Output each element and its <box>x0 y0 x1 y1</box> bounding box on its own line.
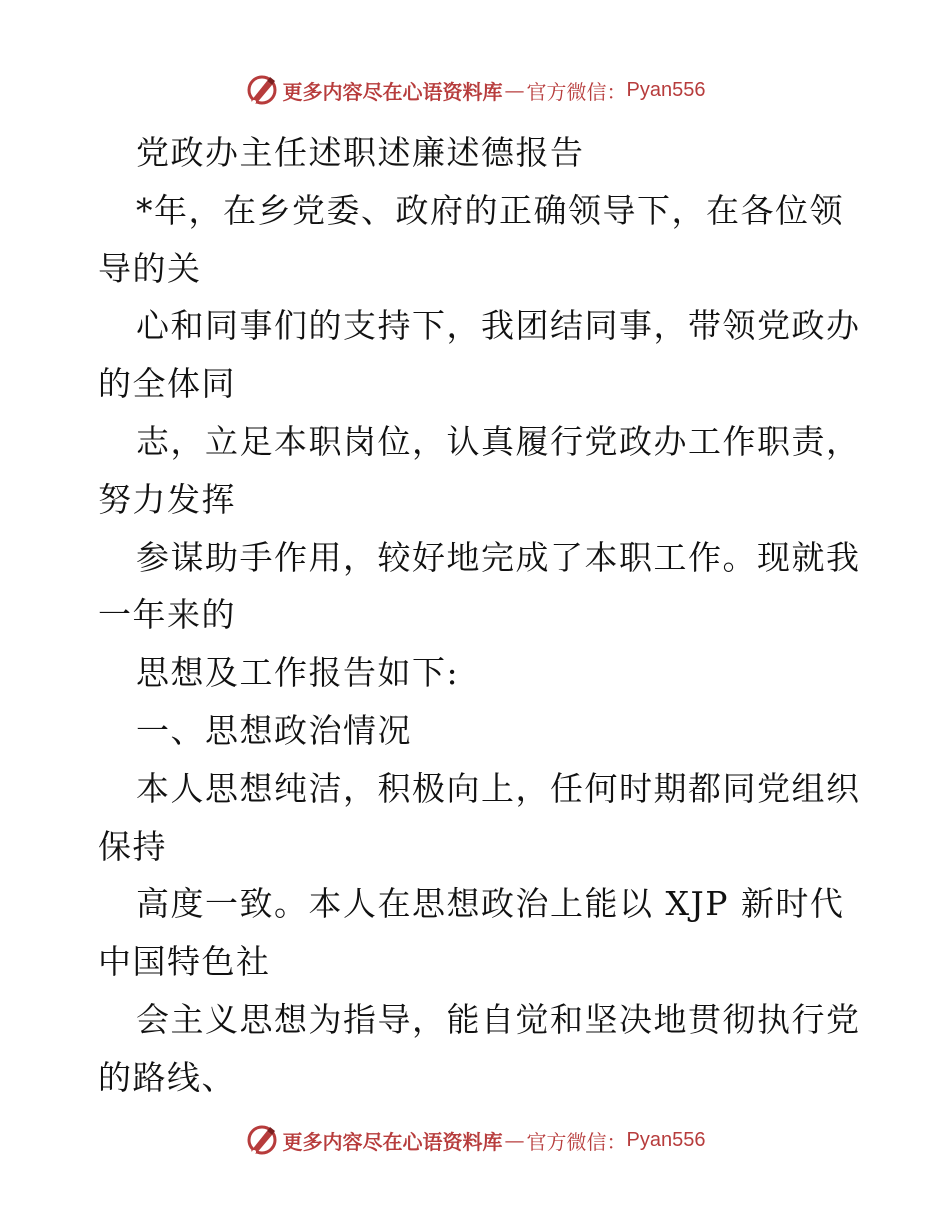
text-line: 心和同事们的支持下，我团结同事，带领党政办 <box>136 306 861 346</box>
text-line: 一、思想政治情况 <box>136 710 412 750</box>
text-line: 思想及工作报告如下: <box>136 653 460 693</box>
header-watermark <box>0 70 950 110</box>
document-title: 党政办主任述职述廉述德报告 <box>136 133 585 172</box>
text-line: 高度一致。本人在思想政治上能以 XJP 新时代 <box>136 884 845 924</box>
text-line: *年，在乡党委、政府的正确领导下，在各位领 <box>136 190 844 230</box>
footer-watermark <box>0 1120 950 1160</box>
text-line: 的路线、 <box>98 1057 236 1097</box>
watermark-text: 更多内容尽在心语资料库 <box>282 79 503 104</box>
text-line: 本人思想纯洁，积极向上，任何时期都同党组织 <box>136 768 861 808</box>
pen-logo-icon <box>245 73 279 107</box>
text-line: 参谋助手作用，较好地完成了本职工作。现就我 <box>136 537 861 577</box>
watermark-wechat-label: 官方微信： <box>526 1129 627 1154</box>
watermark-dash: — <box>504 1128 525 1152</box>
text-line: 努力发挥 <box>98 479 236 519</box>
text-line: 志，立足本职岗位，认真履行党政办工作职责， <box>136 421 861 461</box>
watermark-text: 更多内容尽在心语资料库 <box>282 1129 503 1154</box>
watermark-wechat-id: Pyan556 <box>626 78 706 101</box>
document-body <box>98 124 861 1107</box>
watermark-wechat-id: Pyan556 <box>626 1128 706 1151</box>
text-line: 会主义思想为指导，能自觉和坚决地贯彻执行党 <box>136 999 861 1039</box>
text-line: 一年来的 <box>98 595 236 635</box>
text-line: 保持 <box>98 826 167 866</box>
pen-logo-icon <box>245 1123 279 1157</box>
text-line: 中国特色社 <box>98 942 271 982</box>
text-line: 导的关 <box>98 248 202 288</box>
watermark-dash: — <box>504 78 525 102</box>
watermark-wechat-label: 官方微信： <box>526 79 627 104</box>
text-line: 的全体同 <box>98 364 236 404</box>
